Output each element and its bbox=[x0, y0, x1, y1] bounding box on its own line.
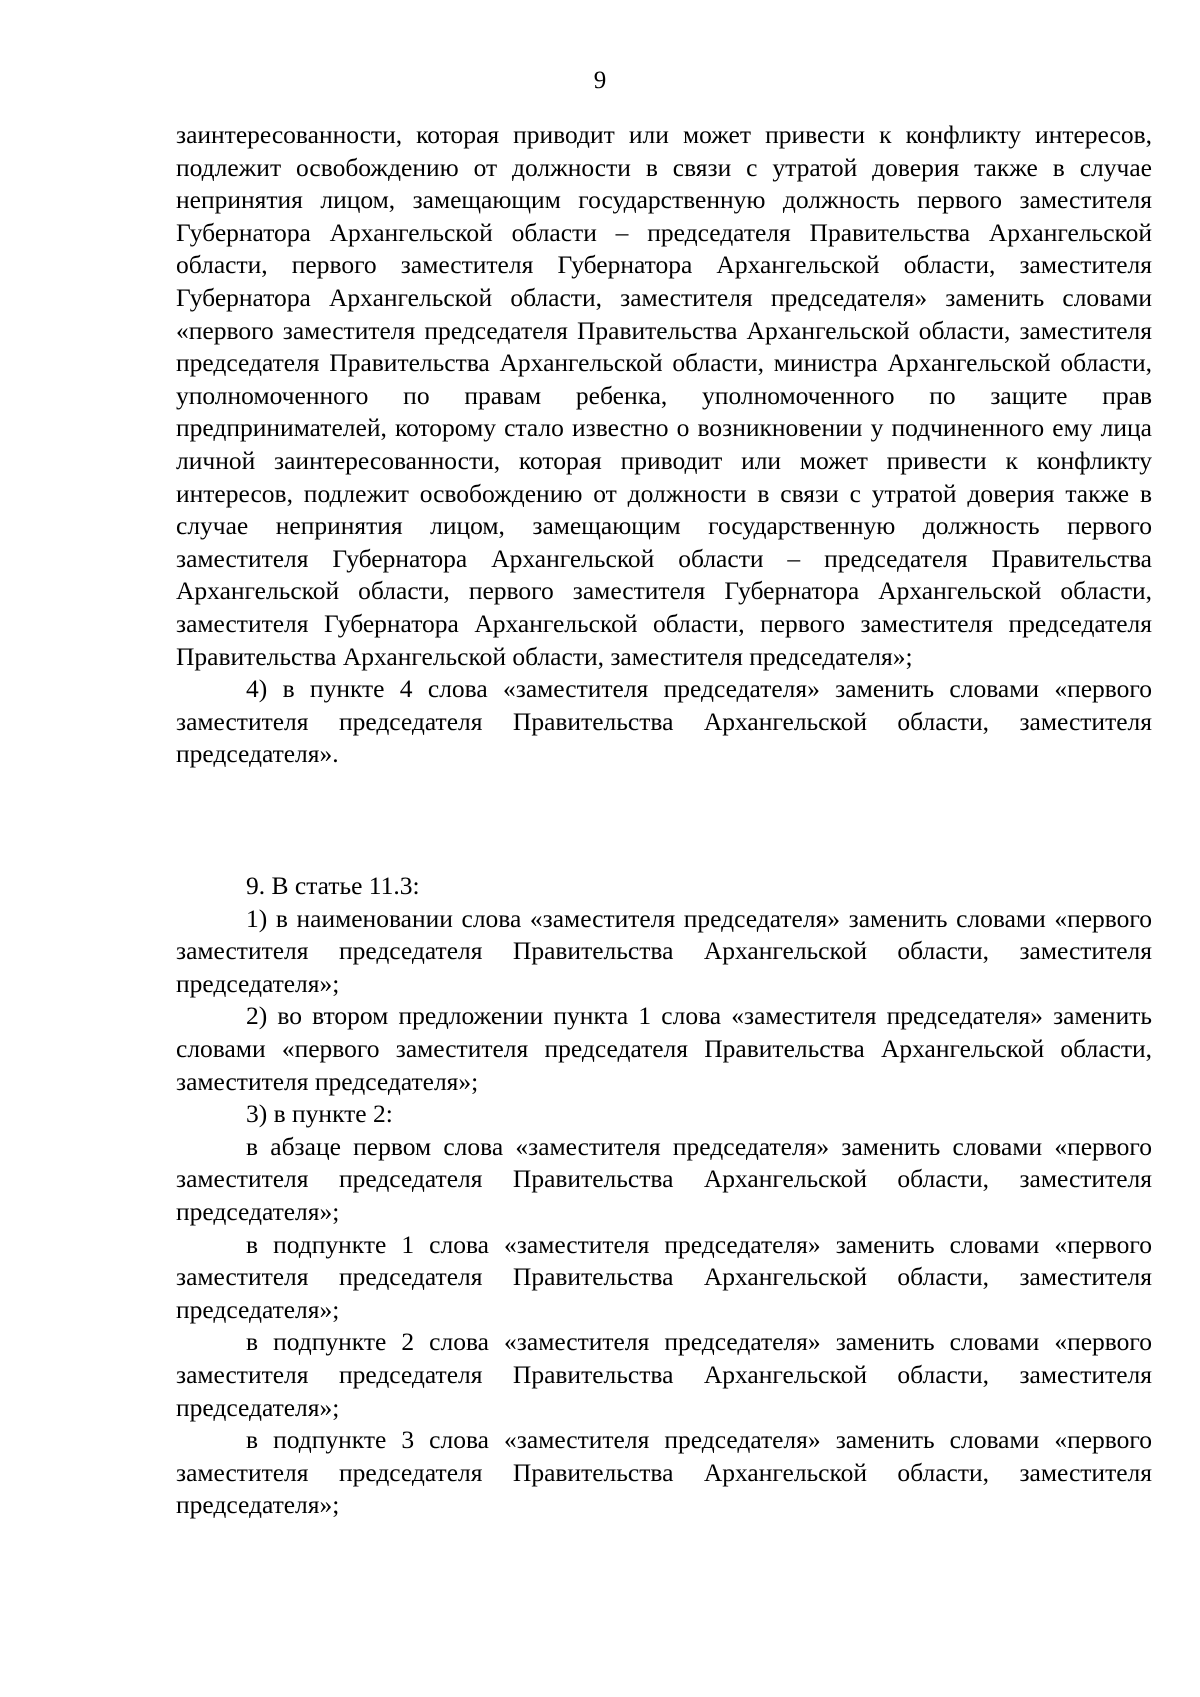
paragraph-subitem-first: в абзаце первом слова «заместителя председателя» заменить словами «первого заместителя председателя Правительства Архангельской области, заместителя председателя»; bbox=[176, 1131, 1152, 1226]
paragraph-item-3: 3) в пункте 2: bbox=[246, 1099, 393, 1129]
text-block-continuation bbox=[176, 119, 1152, 771]
text-block-article-11-3 bbox=[176, 870, 1152, 1522]
paragraph-item-1: 1) в наименовании слова «заместителя председателя» заменить словами «первого заместителя председателя Правительства Архангельской области, заместителя председателя»; bbox=[176, 903, 1152, 998]
paragraph-subitem-3: в подпункте 3 слова «заместителя председателя» заменить словами «первого заместителя председателя Правительства Архангельской области, заместителя председателя»; bbox=[176, 1425, 1152, 1520]
page-number: 9 bbox=[593, 67, 607, 94]
paragraph-item-4: 4) в пункте 4 слова «заместителя председателя» заменить словами «первого заместителя председателя Правительства Архангельской области, заместителя председателя». bbox=[176, 674, 1152, 769]
paragraph-continuation: заинтересованности, которая приводит или может привести к конфликту интересов, подлежит освобождению от должности в связи с утратой доверия также в случае непринятия лицом, замещающим государственную должность первого заместителя Губернатора Архангельской области – председателя Правительства Архангельской области, первого заместителя Губернатора Архангельской области, заместителя Губернатора Архангельской области, заместителя председателя» заменить словами «первого заместителя председателя Правительства Архангельской области, заместителя председателя Правительства Архангельской области, министра Архангельской области, уполномоченного по правам ребенка, уполномоченного по защите прав предпринимателей, которому стало известно о возникновении у подчиненного ему лица личной заинтересованности, которая приводит или может привести к конфликту интересов, подлежит освобождению от должности в связи с утратой доверия также в случае непринятия лицом, замещающим государственную должность первого заместителя Губернатора Архангельской области – председателя Правительства Архангельской области, первого заместителя Губернатора Архангельской области, заместителя Губернатора Архангельской области, первого заместителя председателя Правительства Архангельской области, заместителя председателя»; bbox=[176, 120, 1152, 671]
paragraph-item-2: 2) во втором предложении пункта 1 слова «заместителя председателя» заменить словами «первого заместителя председателя Правительства Архангельской области, заместителя председателя»; bbox=[176, 1001, 1152, 1096]
paragraph-subitem-2: в подпункте 2 слова «заместителя председателя» заменить словами «первого заместителя председателя Правительства Архангельской области, заместителя председателя»; bbox=[176, 1327, 1152, 1422]
paragraph-subitem-1: в подпункте 1 слова «заместителя председателя» заменить словами «первого заместителя председателя Правительства Архангельской области, заместителя председателя»; bbox=[176, 1229, 1152, 1324]
paragraph-heading-9: 9. В статье 11.3: bbox=[246, 871, 420, 900]
